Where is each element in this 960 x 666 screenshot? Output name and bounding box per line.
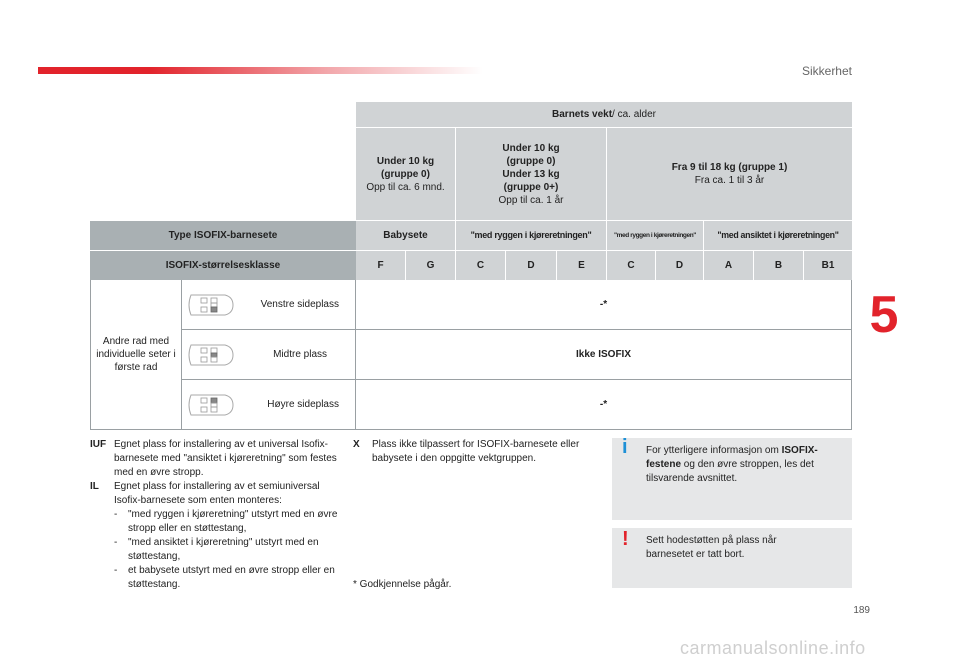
type-forward: "med ansiktet i kjøreretningen" [704, 220, 852, 250]
warning-box: ! Sett hodestøtten på plass når barnesetet er tatt bort. [612, 528, 852, 588]
row-middle-value: Ikke ISOFIX [356, 330, 852, 380]
size-B1: B1 [804, 250, 852, 280]
type-label: Type ISOFIX-barnesete [90, 220, 356, 250]
page-number: 189 [853, 605, 870, 616]
type-babysete: Babysete [356, 220, 456, 250]
size-C: C [456, 250, 506, 280]
legend-notes [90, 438, 340, 592]
car-seat-middle-icon [185, 341, 237, 369]
footnote: * Godkjennelse pågår. [353, 579, 452, 590]
weight-header: Barnets vekt / ca. alder [356, 102, 852, 128]
group-0: Under 10 kg (gruppe 0) Opp til ca. 6 mnd. [356, 128, 456, 220]
size-F: F [356, 250, 406, 280]
size-A: A [704, 250, 754, 280]
size-E: E [557, 250, 607, 280]
size-C2: C [607, 250, 656, 280]
note-il-list [90, 508, 340, 592]
car-seat-right-icon [185, 391, 237, 419]
list-item: - "med ansiktet i kjøreretning" utstyrt med en støttestang, [114, 537, 319, 562]
watermark: carmanualsonline.info [680, 638, 866, 658]
row-group-label: Andre rad med individuelle seter i første rad [90, 280, 182, 430]
list-item: - et babysete utstyrt med en øvre stropp eller en støttestang. [114, 565, 335, 590]
type-rearward-1: "med ryggen i kjøreretningen" [456, 220, 607, 250]
size-D: D [506, 250, 557, 280]
size-G: G [406, 250, 456, 280]
type-rearward-2: "med ryggen i kjøreretningen" [607, 220, 704, 250]
chapter-number: 5 [869, 286, 899, 344]
note-x: X Plass ikke tilpassert for ISOFIX-barnesete eller babysete i den oppgitte vektgruppen. [353, 439, 580, 464]
size-B: B [754, 250, 804, 280]
list-item: - "med ryggen i kjøreretning" utstyrt med en øvre stropp eller en støttestang, [114, 509, 338, 534]
note-iuf: IUF Egnet plass for installering av et universal Isofix-barnesete med "ansiktet i kjøreretning" som festes med en øvre stropp. [90, 439, 337, 478]
section-title: Sikkerhet [801, 64, 852, 78]
row-left-value: -* [356, 280, 852, 330]
row-right: Høyre sideplass [182, 380, 356, 430]
size-label: ISOFIX-størrelsesklasse [90, 250, 356, 280]
warning-icon: ! [622, 528, 629, 550]
isofix-table [90, 102, 852, 430]
group-0-plus: Under 10 kg (gruppe 0) Under 13 kg (gruppe 0+) Opp til ca. 1 år [456, 128, 607, 220]
info-box: i For ytterligere informasjon om ISOFIX-festene og den øvre stroppen, les det tilsvarende avsnittet. [612, 438, 852, 520]
row-left: Venstre sideplass [182, 280, 356, 330]
row-middle: Midtre plass [182, 330, 356, 380]
row-right-value: -* [356, 380, 852, 430]
size-D2: D [656, 250, 704, 280]
header-accent-bar [38, 67, 483, 74]
info-icon: i [622, 436, 628, 458]
group-1: Fra 9 til 18 kg (gruppe 1) Fra ca. 1 til 3 år [607, 128, 852, 220]
note-il: IL Egnet plass for installering av et semiuniversal Isofix-barnesete som enten monteres: [90, 481, 320, 506]
car-seat-left-icon [185, 291, 237, 319]
